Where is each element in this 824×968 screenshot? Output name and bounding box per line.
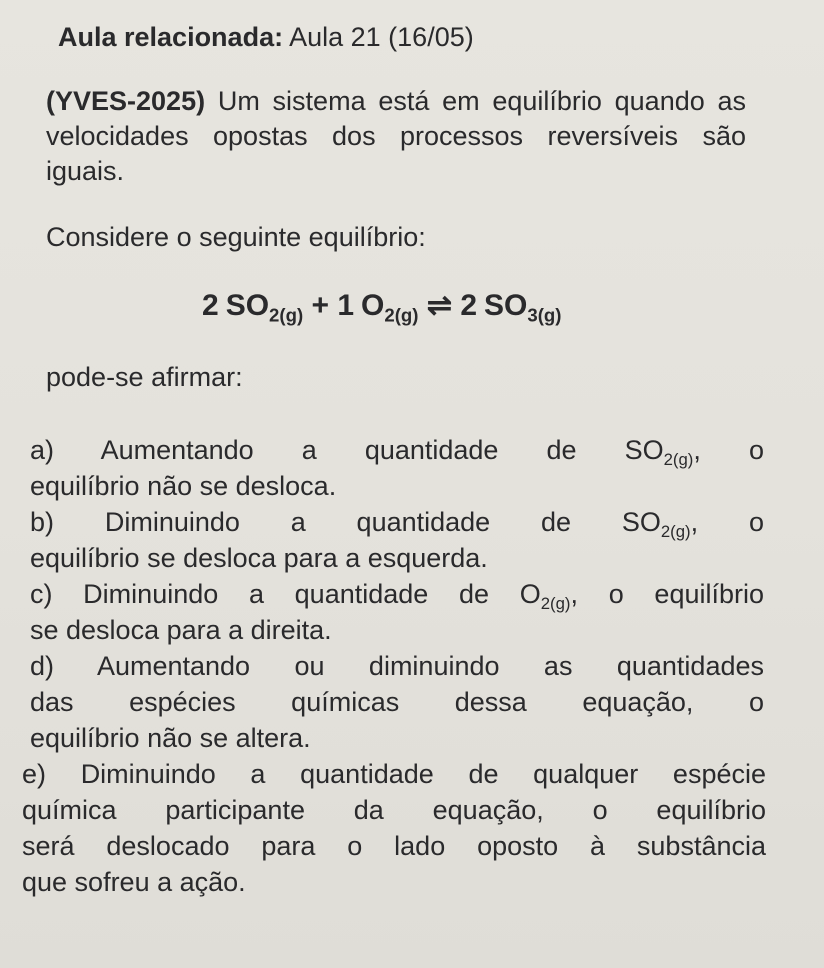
option-a-text: a) Aumentando a quantidade de — [30, 435, 577, 465]
equilibrium-arrow-icon: ⇌ — [426, 289, 452, 322]
option-e-line3: será deslocado para o lado oposto à substância — [22, 831, 766, 861]
option-e-line4: que sofreu a ação. — [22, 867, 246, 897]
chemical-equation — [202, 288, 561, 324]
species: O — [519, 579, 541, 609]
subscript: 2(g) — [663, 449, 694, 469]
option-b-text: b) Diminuindo a quantidade de — [30, 507, 572, 537]
question-text: Um sistema está em equilíbrio quando as velocidades opostas dos processos reversíveis são iguais. — [46, 86, 746, 186]
option-a-line1 — [30, 432, 764, 468]
subscript: 2(g) — [540, 593, 571, 613]
species: SO — [225, 289, 270, 322]
option-a-line2: equilíbrio não se desloca. — [30, 471, 337, 501]
plus-sign: + — [311, 289, 330, 322]
option-c-line1 — [30, 576, 764, 612]
option-b-text-end: , o — [690, 507, 764, 537]
option-c[interactable] — [30, 576, 764, 648]
option-d-line1: d) Aumentando ou diminuindo as quantidades — [30, 651, 764, 681]
species: SO — [624, 435, 664, 465]
option-d-line3: equilíbrio não se altera. — [30, 723, 311, 753]
option-e-line2: química participante da equação, o equilíbrio — [22, 795, 766, 825]
coefficient: 1 — [337, 289, 355, 322]
option-a[interactable] — [30, 432, 764, 504]
subscript: 2(g) — [269, 304, 304, 326]
option-e[interactable] — [22, 756, 766, 900]
species: SO — [621, 507, 661, 537]
coefficient: 2 — [202, 289, 219, 322]
related-lesson-label: Aula relacionada: — [58, 22, 284, 52]
consider-text: Considere o seguinte equilíbrio: — [46, 222, 426, 252]
related-lesson-value: Aula 21 (16/05) — [289, 22, 474, 52]
option-b-line1 — [30, 504, 764, 540]
option-c-line2: se desloca para a direita. — [30, 615, 332, 645]
subscript: 2(g) — [384, 304, 419, 326]
option-c-text: c) Diminuindo a quantidade de — [30, 579, 490, 609]
option-e-line1: e) Diminuindo a quantidade de qualquer espécie — [22, 759, 766, 789]
question-source: (YVES-2025) — [46, 86, 206, 116]
species: O — [361, 289, 385, 322]
option-b[interactable] — [30, 504, 764, 576]
species: SO — [484, 289, 528, 322]
subscript: 3(g) — [527, 304, 562, 326]
subscript: 2(g) — [660, 521, 691, 541]
question-statement — [46, 84, 746, 189]
option-b-line2: equilíbrio se desloca para a esquerda. — [30, 543, 488, 573]
related-lesson — [58, 22, 474, 52]
option-a-text-end: , o — [693, 435, 764, 465]
coefficient: 2 — [460, 289, 477, 322]
option-d-line2: das espécies químicas dessa equação, o — [30, 687, 764, 717]
option-c-text-end: , o equilíbrio — [570, 579, 764, 609]
option-d[interactable] — [30, 648, 764, 756]
prompt-text: pode-se afirmar: — [46, 362, 243, 392]
